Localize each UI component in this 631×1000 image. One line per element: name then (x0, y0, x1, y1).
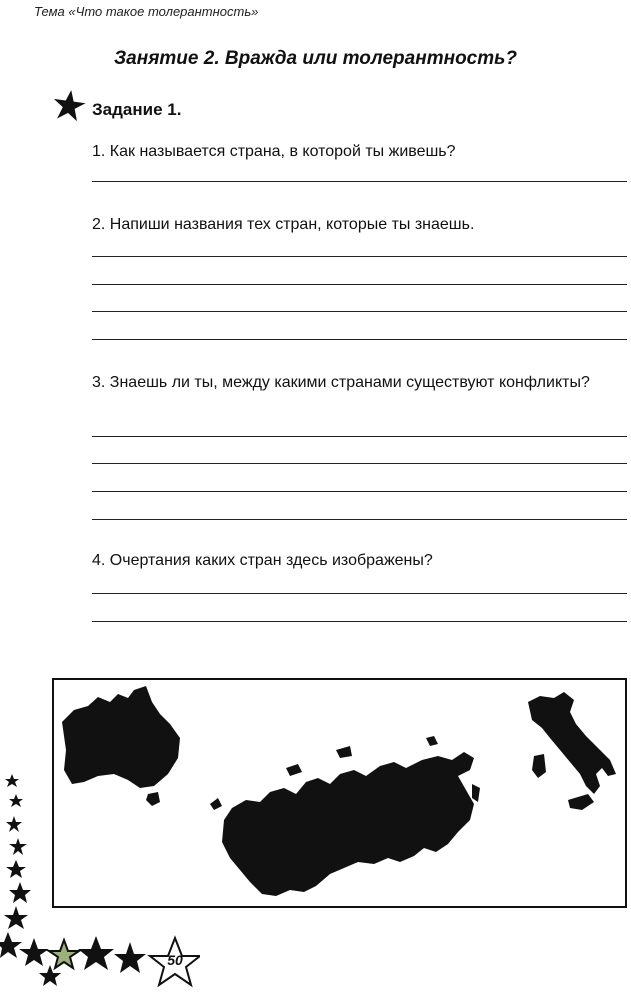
answer-line[interactable] (92, 491, 627, 492)
question-4: 4. Очертания каких стран здесь изображены? (92, 552, 433, 569)
answer-line[interactable] (92, 519, 627, 520)
answer-line[interactable] (92, 339, 627, 340)
star-icon (78, 936, 114, 970)
star-icon (4, 906, 28, 929)
answer-line[interactable] (92, 181, 627, 182)
answer-line[interactable] (92, 311, 627, 312)
answer-line[interactable] (92, 621, 627, 622)
italy-silhouette (528, 692, 616, 794)
star-icon (49, 940, 79, 968)
lesson-title: Занятие 2. Вражда или толерантность? (113, 48, 518, 69)
question-2: 2. Напиши названия тех стран, которые ты знаешь. (92, 216, 475, 233)
task-star-icon (52, 89, 86, 123)
sardinia-silhouette (532, 754, 546, 778)
star-icon (6, 860, 26, 878)
star-icon (5, 774, 19, 787)
star-icon (39, 965, 61, 986)
star-icon (9, 794, 23, 807)
sicily-silhouette (568, 794, 594, 810)
answer-line[interactable] (92, 436, 627, 437)
answer-line[interactable] (92, 256, 627, 257)
star-icon (19, 938, 49, 966)
star-icon (0, 932, 22, 958)
answer-line[interactable] (92, 463, 627, 464)
star-icon (6, 816, 22, 832)
star-icon (114, 942, 146, 973)
answer-line[interactable] (92, 593, 627, 594)
russia-silhouette (222, 752, 474, 896)
page-header-topic: Тема «Что такое толерантность» (34, 4, 259, 19)
question-1: 1. Как называется страна, в которой ты живешь? (92, 143, 456, 160)
task-heading: Задание 1. (92, 100, 182, 119)
star-icon (9, 882, 31, 903)
star-icon (9, 838, 27, 855)
page-number: 50 (167, 952, 183, 968)
question-3: 3. Знаешь ли ты, между какими странами существуют конфликты? (92, 374, 590, 391)
answer-line[interactable] (92, 284, 627, 285)
